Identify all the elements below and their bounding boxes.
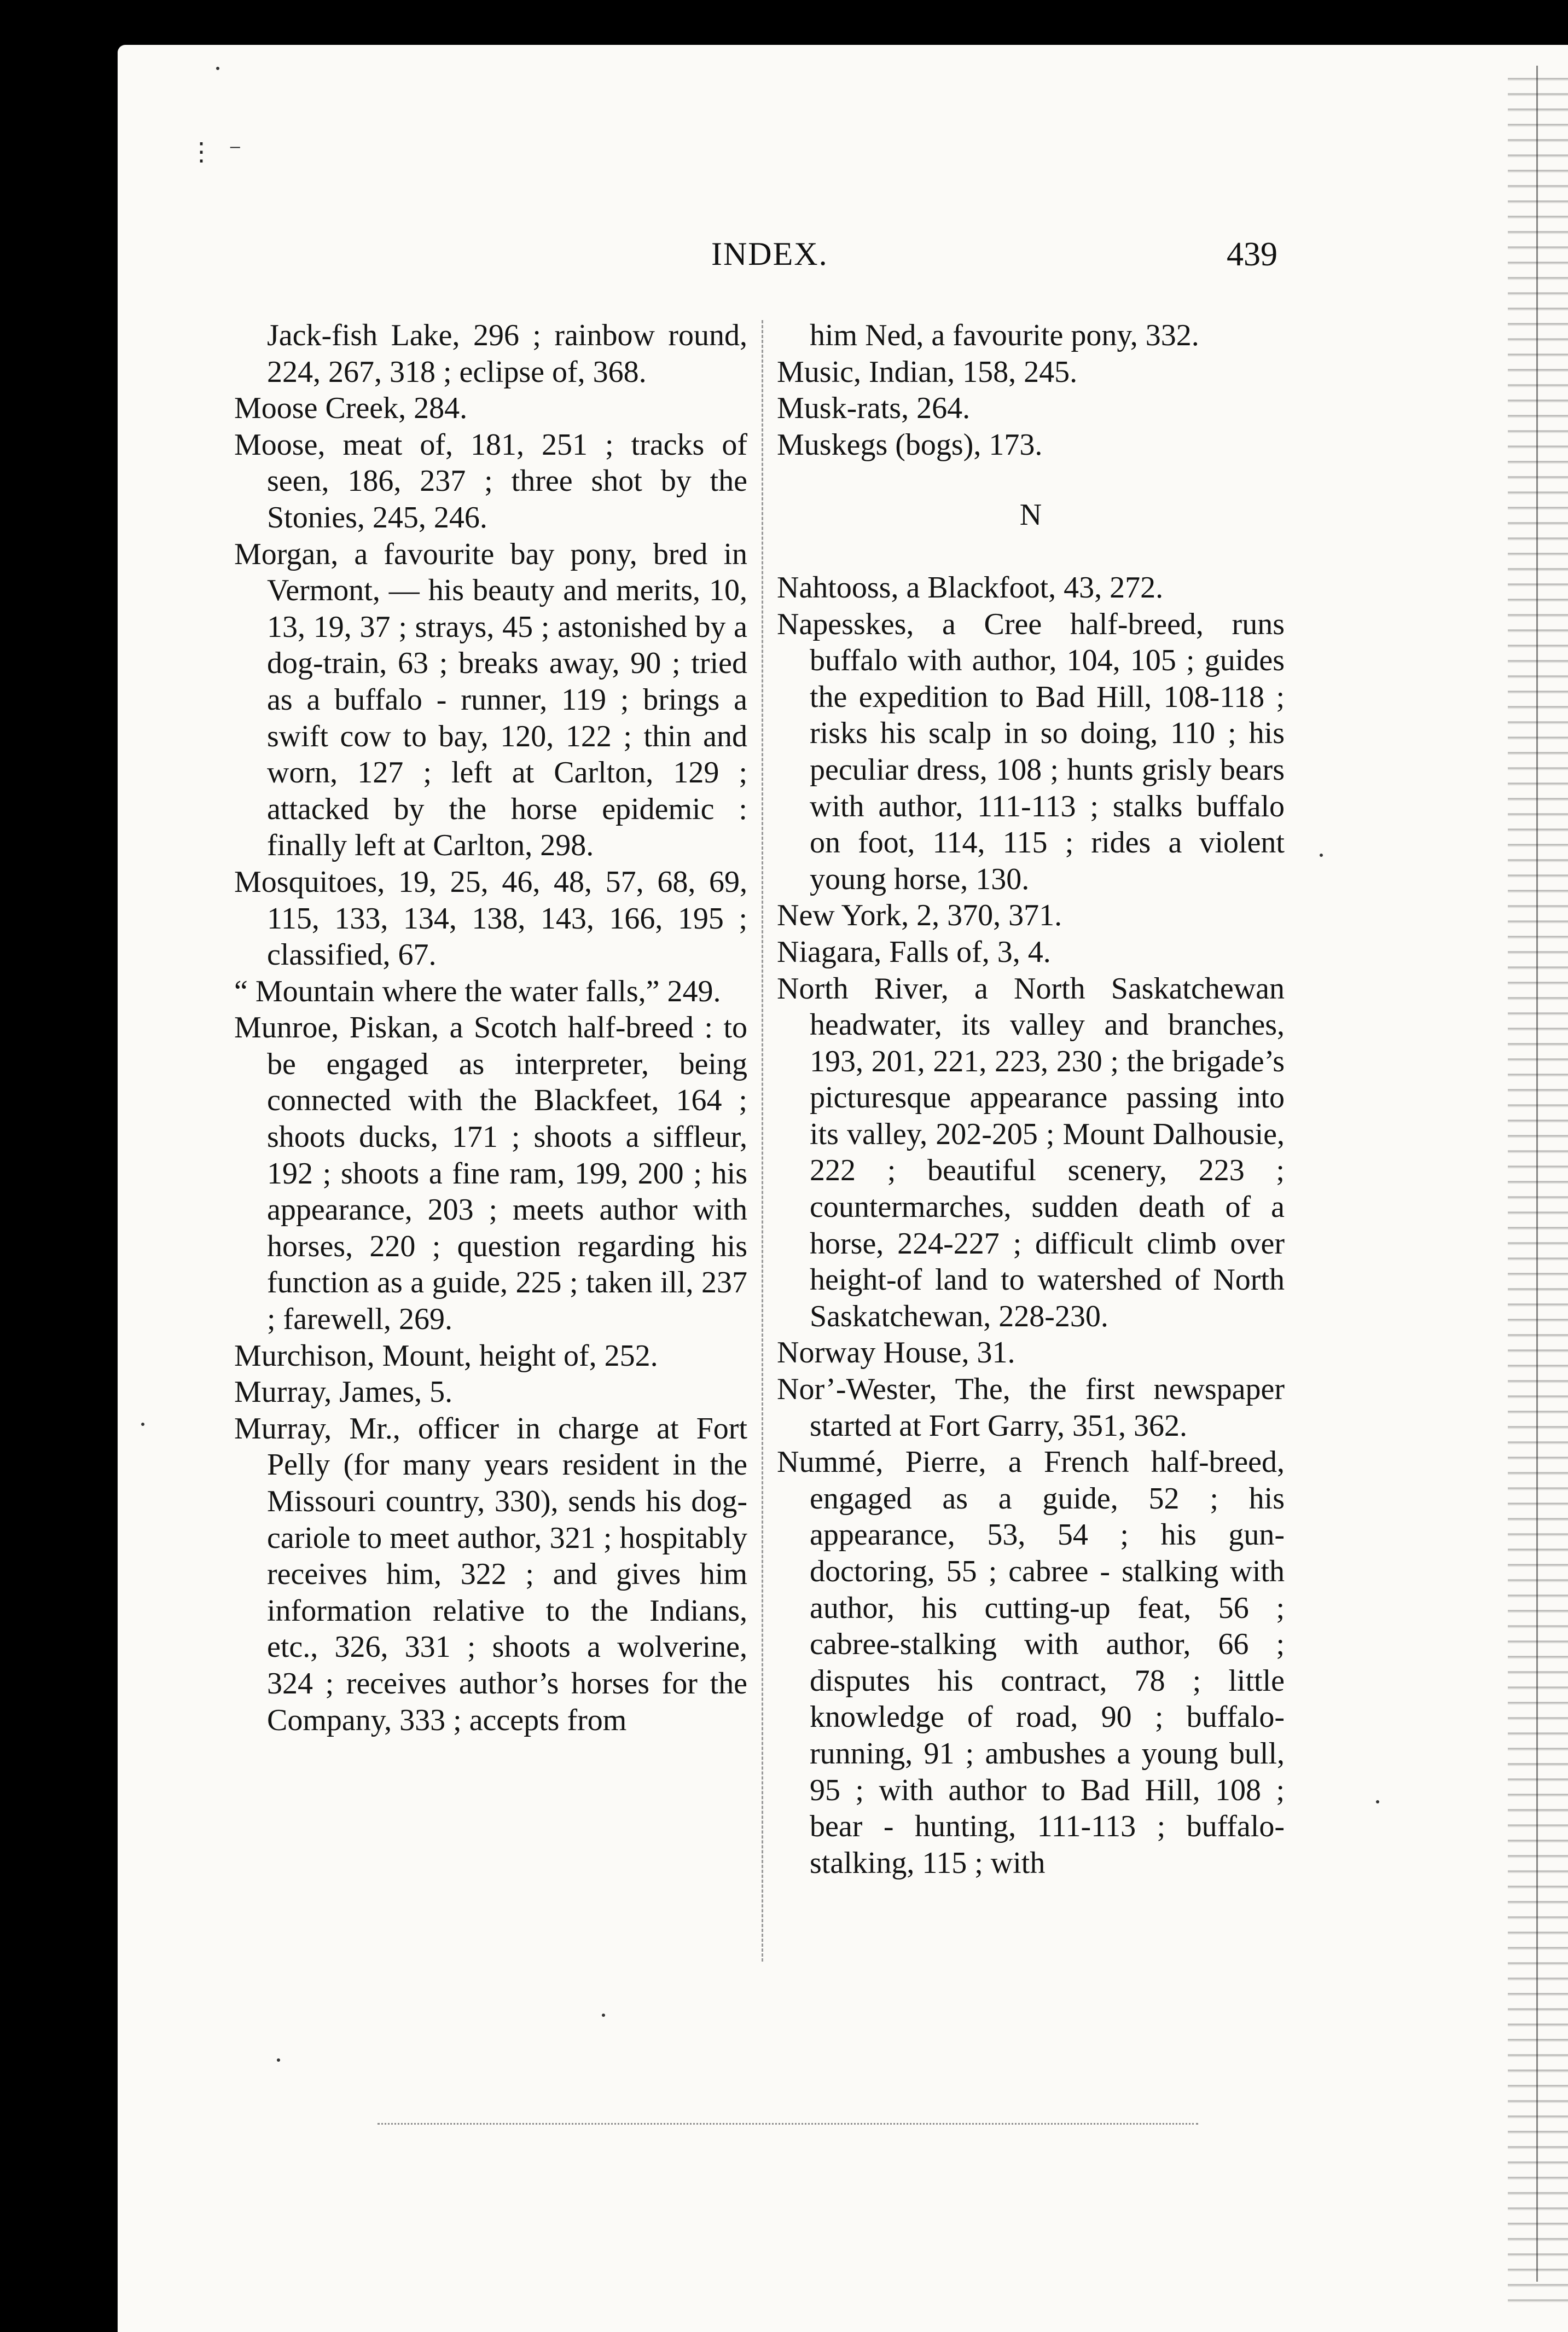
index-entry: Nor’-Wester, The, the first newspaper started at Fort Garry, 351, 362. xyxy=(777,1372,1285,1443)
index-entry: North River, a North Saskatchewan headwater, its valley and branches, 193, 201, 221, 223, 230 ; the brigade’s picturesque appearance passing into its valley, 202-205 ; Mount Dalhousie, 222 ; beautiful scenery, 223 ; countermarches, sudden death of a horse, 224-227 ; difficult climb over height-of land to watershed of North Saskatchewan, 228-230. xyxy=(777,971,1285,1333)
index-entry: Jack-fish Lake, 296 ; rainbow round, 224, 267, 318 ; eclipse of, 368. xyxy=(267,318,747,389)
index-entry: Norway House, 31. xyxy=(777,1336,1015,1370)
page-number: 439 xyxy=(1227,236,1277,273)
scan-edge-noise xyxy=(1508,66,1568,2309)
ink-speck xyxy=(277,2058,280,2062)
corner-marks: ⋮ ⁻ xyxy=(189,137,245,166)
index-entry: New York, 2, 370, 371. xyxy=(777,898,1062,933)
index-entry: Moose, meat of, 181, 251 ; tracks of seen, 186, 237 ; three shot by the Stonies, 245, 246. xyxy=(234,427,747,535)
column-divider xyxy=(762,320,763,1962)
ink-speck xyxy=(141,1423,144,1426)
right-column xyxy=(777,317,1285,1881)
index-entry: Mosquitoes, 19, 25, 46, 48, 57, 68, 69, 115, 133, 134, 138, 143, 166, 195 ; classified, 67. xyxy=(234,865,747,972)
index-entry: Murray, Mr., officer in charge at Fort Pelly (for many years resident in the Missouri country, 330), sends his dog-cariole to meet author, 321 ; hospitably receives him, 322 ; and gives him information relative to the Indians, etc., 326, 331 ; shoots a wolverine, 324 ; receives author’s horses for the Company, 333 ; accepts from xyxy=(234,1411,747,1737)
index-entry: Nummé, Pierre, a French half-breed, engaged as a guide, 52 ; his appearance, 53, 54 ; his gun-doctoring, 55 ; cabree - stalking with author, his cutting-up feat, 56 ; cabree-stalking with author, 66 ; disputes his contract, 78 ; little knowledge of road, 90 ; buffalo-running, 91 ; ambushes a young bull, 95 ; with author to Bad Hill, 108 ; bear - hunting, 111-113 ; buffalo-stalking, 115 ; with xyxy=(777,1445,1285,1880)
index-entry: Murchison, Mount, height of, 252. xyxy=(234,1338,658,1373)
index-entry: Moose Creek, 284. xyxy=(234,391,468,426)
ink-speck xyxy=(602,2014,605,2017)
index-entry: Napesskes, a Cree half-breed, runs buffalo with author, 104, 105 ; guides the expedition to Bad Hill, 108-118 ; risks his scalp in so doing, 110 ; his peculiar dress, 108 ; hunts grisly bears with author, 111-113 ; stalks buffalo on foot, 114, 115 ; rides a violent young horse, 130. xyxy=(777,607,1285,896)
index-entry: Morgan, a favourite bay pony, bred in Vermont, — his beauty and merits, 10, 13, 19, 37 ; strays, 45 ; astonished by a dog-train, 63 ; breaks away, 90 ; tried as a buffalo - runner, 119 ; brings a swift cow to bay, 120, 122 ; thin and worn, 127 ; left at Carlton, 129 ; attacked by the horse epidemic : finally left at Carlton, 298. xyxy=(234,537,747,863)
ink-speck xyxy=(1320,854,1323,857)
index-entry: Muskegs (bogs), 173. xyxy=(777,427,1043,462)
ink-speck xyxy=(1376,1800,1379,1803)
page-title: INDEX. xyxy=(711,236,828,272)
index-entry: Murray, James, 5. xyxy=(234,1375,453,1409)
index-entry: Musk-rats, 264. xyxy=(777,391,971,426)
scan-edge-line xyxy=(1536,66,1538,2282)
left-column xyxy=(234,317,747,1738)
index-entry: Music, Indian, 158, 245. xyxy=(777,355,1078,389)
bottom-rule xyxy=(378,2123,1198,2125)
index-entry: “ Mountain where the water falls,” 249. xyxy=(234,974,721,1008)
index-entry: him Ned, a favourite pony, 332. xyxy=(810,318,1199,352)
index-entry: Niagara, Falls of, 3, 4. xyxy=(777,935,1051,969)
index-entry: Nahtooss, a Blackfoot, 43, 272. xyxy=(777,570,1164,605)
index-entry: Munroe, Piskan, a Scotch half-breed : to be engaged as interpreter, being connected with the Blackfeet, 164 ; shoots ducks, 171 ; shoots a siffleur, 192 ; shoots a fine ram, 199, 200 ; his appearance, 203 ; meets author with horses, 220 ; question regarding his function as a guide, 225 ; taken ill, 237 ; farewell, 269. xyxy=(234,1011,747,1337)
section-letter-heading: N xyxy=(1019,498,1042,532)
ink-speck xyxy=(216,67,219,70)
